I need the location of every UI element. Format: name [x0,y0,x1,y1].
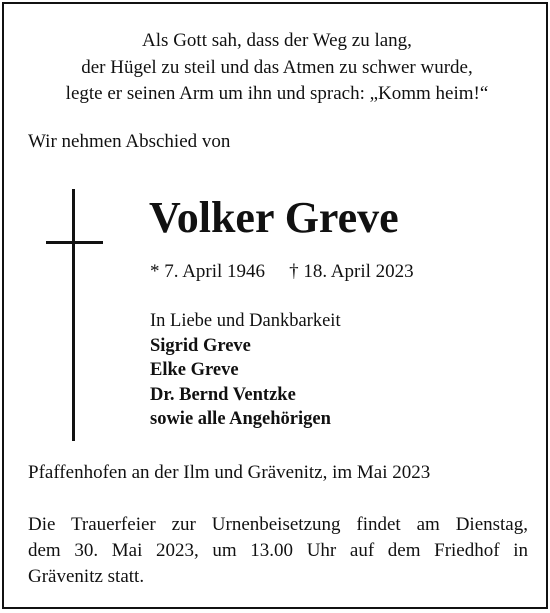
ceremony-line: dem 30. Mai 2023, um 13.00 Uhr auf dem Friedhof in [28,540,528,561]
cross-vertical-bar [72,189,75,441]
farewell-intro: Wir nehmen Abschied von [28,131,231,152]
ceremony-line: Grävenitz statt. [28,566,145,587]
place-and-date: Pfaffenhofen an der Ilm und Grävenitz, im Mai 2023 [28,462,431,483]
poem-line: Als Gott sah, dass der Weg zu lang, [142,30,412,51]
life-dates [150,259,414,285]
poem-line: der Hügel zu steil und das Atmen zu schwer wurde, [81,56,473,78]
birth-date: * 7. April 1946 [150,261,266,282]
ceremony-line: Die Trauerfeier zur Urnenbeisetzung findet am Dienstag, [28,514,528,535]
memorial-poem [4,28,550,108]
mourner-name: Elke Greve [150,360,239,381]
poem-line: legte er seinen Arm um ihn und sprach: „Komm heim!“ [65,83,489,104]
ceremony-details [28,512,528,590]
deceased-name: Volker Greve [149,193,399,242]
mourners-heading: In Liebe und Dankbarkeit [150,311,341,331]
mourners-block [150,309,341,432]
mourner-name: Dr. Bernd Ventzke [150,384,296,405]
mourner-name: sowie alle Angehörigen [150,409,331,430]
death-date: † 18. April 2023 [289,261,414,282]
obituary-notice [2,2,548,609]
cross-horizontal-bar [46,241,103,244]
mourner-name: Sigrid Greve [150,335,251,356]
